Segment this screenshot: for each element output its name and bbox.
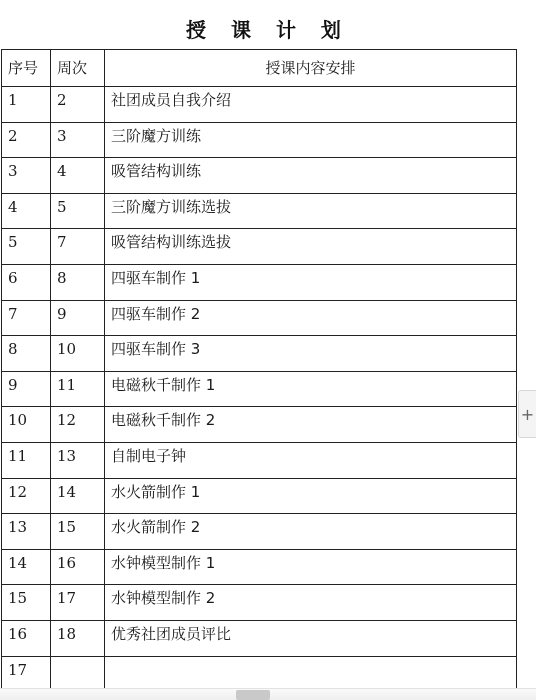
cell-number: 6 (2, 264, 51, 300)
cell-week: 9 (51, 300, 105, 336)
table-row (2, 585, 517, 621)
table-body (2, 87, 517, 692)
cell-content: 四驱车制作 3 (105, 336, 517, 372)
column-header-content: 授课内容安排 (105, 50, 517, 87)
cell-content: 四驱车制作 2 (105, 300, 517, 336)
cell-content: 电磁秋千制作 1 (105, 371, 517, 407)
table-row (2, 371, 517, 407)
page-title: 授 课 计 划 (186, 18, 350, 42)
cell-number: 13 (2, 514, 51, 550)
cell-week: 14 (51, 478, 105, 514)
cell-content: 四驱车制作 1 (105, 264, 517, 300)
table-row (2, 478, 517, 514)
cell-week: 12 (51, 407, 105, 443)
cell-number: 16 (2, 620, 51, 656)
cell-number: 2 (2, 122, 51, 158)
cell-number: 3 (2, 158, 51, 194)
cell-number: 14 (2, 549, 51, 585)
table-row (2, 122, 517, 158)
cell-week: 18 (51, 620, 105, 656)
cell-content: 水火箭制作 2 (105, 514, 517, 550)
teaching-plan-table (1, 49, 517, 692)
cell-week: 10 (51, 336, 105, 372)
cell-content: 吸管结构训练 (105, 158, 517, 194)
cell-content: 优秀社团成员评比 (105, 620, 517, 656)
cell-week: 11 (51, 371, 105, 407)
table-row (2, 514, 517, 550)
cell-content: 电磁秋千制作 2 (105, 407, 517, 443)
cell-number: 1 (2, 87, 51, 123)
table-row (2, 549, 517, 585)
table-row (2, 300, 517, 336)
cell-week: 7 (51, 229, 105, 265)
cell-content: 水火箭制作 1 (105, 478, 517, 514)
table-row (2, 193, 517, 229)
page-thumbnail-icon[interactable] (236, 690, 270, 700)
add-button[interactable] (518, 390, 536, 438)
table-header-row (2, 50, 517, 87)
plus-icon: + (520, 404, 535, 424)
cell-number: 17 (2, 656, 51, 692)
table-row (2, 407, 517, 443)
cell-week: 15 (51, 514, 105, 550)
column-header-week: 周次 (51, 50, 105, 87)
cell-week: 17 (51, 585, 105, 621)
cell-content: 社团成员自我介绍 (105, 87, 517, 123)
table-row (2, 442, 517, 478)
table-row (2, 264, 517, 300)
column-header-number: 序号 (2, 50, 51, 87)
cell-week: 3 (51, 122, 105, 158)
cell-number: 11 (2, 442, 51, 478)
bottom-toolbar (0, 688, 536, 700)
cell-content: 三阶魔方训练选拔 (105, 193, 517, 229)
cell-content: 水钟模型制作 2 (105, 585, 517, 621)
cell-content: 水钟模型制作 1 (105, 549, 517, 585)
cell-week: 5 (51, 193, 105, 229)
table-row (2, 656, 517, 692)
cell-week: 2 (51, 87, 105, 123)
cell-content: 自制电子钟 (105, 442, 517, 478)
cell-week: 16 (51, 549, 105, 585)
cell-week: 13 (51, 442, 105, 478)
cell-number: 4 (2, 193, 51, 229)
cell-number: 15 (2, 585, 51, 621)
table-row (2, 336, 517, 372)
cell-week (51, 656, 105, 692)
table-row (2, 229, 517, 265)
cell-content: 三阶魔方训练 (105, 122, 517, 158)
cell-number: 9 (2, 371, 51, 407)
cell-number: 10 (2, 407, 51, 443)
cell-number: 7 (2, 300, 51, 336)
cell-content: 吸管结构训练选拔 (105, 229, 517, 265)
cell-number: 12 (2, 478, 51, 514)
table-row (2, 620, 517, 656)
table-row (2, 158, 517, 194)
cell-content (105, 656, 517, 692)
cell-week: 8 (51, 264, 105, 300)
table-row (2, 87, 517, 123)
cell-number: 8 (2, 336, 51, 372)
cell-week: 4 (51, 158, 105, 194)
cell-number: 5 (2, 229, 51, 265)
